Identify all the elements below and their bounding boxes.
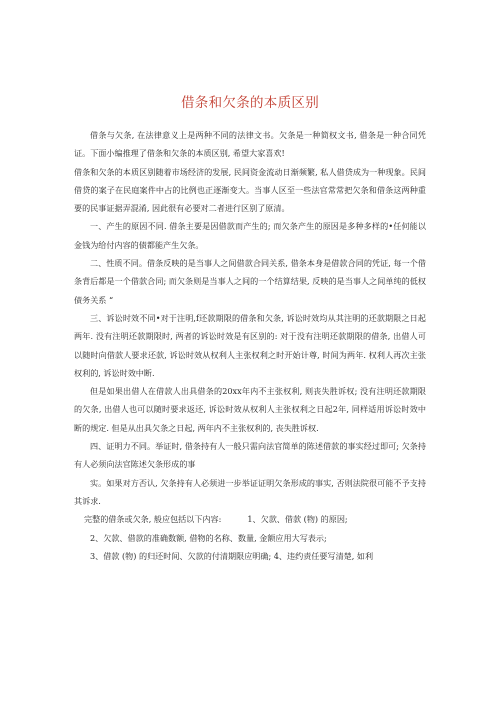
list-item-text: 1、欠款、借款 (物) 的原因; (247, 514, 348, 525)
paragraph: 借条与欠条, 在法律意义上是两种不同的法律文书。欠条是一种简权文书, 借条是一种合同凭证。下面小编推理了借条和欠条的本质区别, 希望大家喜欢! (74, 130, 426, 159)
list-item-text: 2、欠款、借款的准确数额, 借物的名称、数量, 金额应用大写表示; (90, 532, 327, 543)
list-item-text: 完整的借条或欠条, 般应包括以下内容: (84, 514, 222, 525)
list-item (74, 547, 426, 565)
document-body (74, 126, 426, 565)
paragraph: 实。如果对方否认, 欠条持有人必须进一步举证证明欠条形成的事实, 否则法院很可能不予支持其诉求. (74, 477, 426, 506)
paragraph: 二、性质不同。借条反映的是当事人之间借款合同关系, 借条本身是借款合同的凭证, 每一个借条背后都是一个借款合同; 而欠条则是当事人之间的一个结算结果, 反映的是当事人之间单纯的低权债务关系 “ (74, 258, 426, 305)
paragraph: 借条和欠条的本质区别随着市场经济的发展, 民间资金流动日渐频繁, 私人借贷成为一种现象。民间借贷的案子在民庭案件中占的比例也正逐渐变大。当事人区至一些法官常常把欠条和借条这两种重要的民事证据弄混淆, 因此很有必要对二者进行区别了原清。 (74, 166, 426, 214)
document-title: 借条和欠条的本质区别 (181, 95, 319, 111)
paragraph: 但是如果出借人在借款人出具借条的20xx年内不主张权利, 则丧失胜诉权; 没有注明还款期限的欠条, 出借人也可以随时要求返还, 诉讼时效从权利人主张权利之日起2年, 同样适用诉讼时效中断的规定. 但是从出具欠条之日起, 两年内不主张权利的, 丧失胜诉权. (74, 386, 426, 433)
paragraph: 一、产生的原因不同. 借条主要是因借款而产生的; 而欠条产生的原因是多种多样的•任何能以金钱为给付内容的债都能产生欠条。 (74, 221, 426, 250)
list-item (74, 529, 426, 547)
paragraph: 四、证明力不同。举证时, 借条持有人一般只需向法官简单的陈述借款的事实经过即可; 欠条持有人必须向法官陈述欠条形成的事 (74, 441, 426, 470)
list-item (74, 510, 426, 528)
list-item-text: 3、借款 (物) 的归还时间、欠款的付清期限应明确; 4、违约责任要写清楚, 如利 (90, 550, 374, 561)
paragraph: 三、诉讼时效不同•对于注明,f还款期限的借条和欠条, 诉讼时效均从其注明的还款期限之日起两年. 没有注明还款期限时, 两者的诉讼时效是有区别的: 对于没有注明还款期限的借条, 出借人可以随时向借款人要求还款, 诉讼时效从权利人主张权利之时开始计尊, 时间为两年. 权利人再次主张权利的, 诉讼时效中断. (74, 312, 426, 378)
